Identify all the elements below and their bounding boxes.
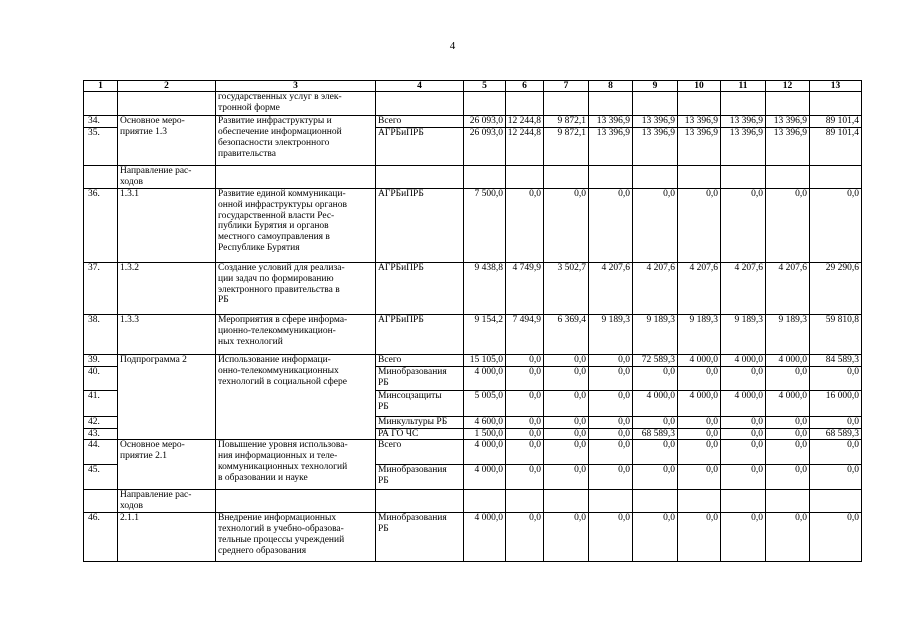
table-cell: 0,0 bbox=[721, 416, 766, 428]
table-cell: 0,0 bbox=[544, 390, 589, 416]
table-cell: 0,0 bbox=[544, 416, 589, 428]
table-cell: 0,0 bbox=[506, 428, 544, 440]
table-cell bbox=[633, 490, 678, 513]
table-cell bbox=[810, 92, 862, 116]
table-cell bbox=[721, 490, 766, 513]
table-cell bbox=[721, 165, 766, 188]
table-cell: 0,0 bbox=[589, 416, 633, 428]
table-cell: АГРБиПРБ bbox=[376, 314, 464, 354]
table-row bbox=[84, 513, 862, 562]
table-cell: 9 189,3 bbox=[678, 314, 721, 354]
table-cell: АГРБиПРБ bbox=[376, 127, 464, 165]
table-cell bbox=[506, 165, 544, 188]
table-cell: 12 244,8 bbox=[506, 127, 544, 165]
table-cell: 0,0 bbox=[810, 366, 862, 390]
table-cell: 0,0 bbox=[721, 440, 766, 465]
table-cell: 84 589,3 bbox=[810, 354, 862, 366]
table-cell bbox=[376, 165, 464, 188]
table-row bbox=[84, 262, 862, 314]
table-row bbox=[84, 92, 862, 116]
table-cell: 6 369,4 bbox=[544, 314, 589, 354]
budget-table bbox=[83, 80, 862, 562]
table-cell: 29 290,6 bbox=[810, 262, 862, 314]
table-cell: 0,0 bbox=[506, 513, 544, 562]
table-cell: 4 000,0 bbox=[766, 390, 810, 416]
table-cell: 4 000,0 bbox=[721, 390, 766, 416]
table-cell: 89 101,4 bbox=[810, 127, 862, 165]
table-cell bbox=[589, 92, 633, 116]
table-cell: Развитие единой коммуникаци- онной инфраструктуры органов государственной власти Рес- публики Бурятия и органов местного самоуправления в Республике Бурятия bbox=[216, 188, 376, 262]
table-cell: АГРБиПРБ bbox=[376, 262, 464, 314]
table-cell: 0,0 bbox=[766, 465, 810, 490]
table-cell: 4 000,0 bbox=[721, 354, 766, 366]
table-cell: Использование информаци- онно-телекоммуникационных технологий в социальной сфере bbox=[216, 354, 376, 440]
table-cell: 13 396,9 bbox=[589, 127, 633, 165]
table-cell: 45. bbox=[84, 465, 118, 490]
table-cell: 4 000,0 bbox=[633, 390, 678, 416]
table-cell bbox=[464, 165, 506, 188]
table-cell: 0,0 bbox=[766, 513, 810, 562]
table-cell: 4 000,0 bbox=[678, 390, 721, 416]
table-cell: 0,0 bbox=[810, 416, 862, 428]
table-cell: 26 093,0 bbox=[464, 127, 506, 165]
table-cell: РА ГО ЧС bbox=[376, 428, 464, 440]
table-cell: 4 749,9 bbox=[506, 262, 544, 314]
header-cell: 11 bbox=[721, 81, 766, 92]
header-cell: 3 bbox=[216, 81, 376, 92]
table-cell: 72 589,3 bbox=[633, 354, 678, 366]
table-row bbox=[84, 490, 862, 513]
table-cell: 0,0 bbox=[633, 440, 678, 465]
table-cell: Основное меро- приятие 1.3 bbox=[118, 116, 216, 166]
table-cell: 4 207,6 bbox=[589, 262, 633, 314]
table-cell: Направление рас- ходов bbox=[118, 165, 216, 188]
table-cell: 0,0 bbox=[766, 440, 810, 465]
table-cell: Мероприятия в сфере информа- ционно-телекоммуникацион- ных технологий bbox=[216, 314, 376, 354]
table-cell bbox=[766, 490, 810, 513]
table-cell: 1.3.1 bbox=[118, 188, 216, 262]
table-cell bbox=[589, 490, 633, 513]
table-cell: 36. bbox=[84, 188, 118, 262]
table-cell: 12 244,8 bbox=[506, 116, 544, 128]
page-number: 4 bbox=[449, 40, 456, 52]
table-cell bbox=[721, 92, 766, 116]
table-cell: 15 105,0 bbox=[464, 354, 506, 366]
table-cell: 7 494,9 bbox=[506, 314, 544, 354]
table-cell: 35. bbox=[84, 127, 118, 165]
table-cell: 4 207,6 bbox=[678, 262, 721, 314]
table-cell: 9 189,3 bbox=[633, 314, 678, 354]
table-cell: 0,0 bbox=[678, 440, 721, 465]
table-cell: 0,0 bbox=[506, 188, 544, 262]
table-cell: 0,0 bbox=[544, 513, 589, 562]
table-row bbox=[84, 165, 862, 188]
table-cell bbox=[464, 490, 506, 513]
table-cell: Создание условий для реализа- ции задач по формированию электронного правительства в РБ bbox=[216, 262, 376, 314]
table-cell bbox=[678, 490, 721, 513]
table-cell: 0,0 bbox=[678, 428, 721, 440]
table-cell: 1 500,0 bbox=[464, 428, 506, 440]
table-cell bbox=[678, 92, 721, 116]
table-cell: 0,0 bbox=[810, 440, 862, 465]
table-cell: 4 600,0 bbox=[464, 416, 506, 428]
table-cell: 4 000,0 bbox=[766, 354, 810, 366]
header-row bbox=[84, 81, 862, 92]
table-cell: 42. bbox=[84, 416, 118, 428]
table-cell: 40. bbox=[84, 366, 118, 390]
table-cell: Развитие инфраструктуры и обеспечение информационной безопасности электронного правительства bbox=[216, 116, 376, 166]
table-cell: 0,0 bbox=[544, 428, 589, 440]
table-cell: 0,0 bbox=[721, 513, 766, 562]
header-cell: 13 bbox=[810, 81, 862, 92]
table-cell: 0,0 bbox=[766, 366, 810, 390]
table-cell: 4 207,6 bbox=[721, 262, 766, 314]
table-cell: 4 000,0 bbox=[464, 440, 506, 465]
table-cell: 0,0 bbox=[810, 188, 862, 262]
table-cell: 13 396,9 bbox=[633, 127, 678, 165]
table-cell bbox=[84, 92, 118, 116]
table-cell: 13 396,9 bbox=[721, 127, 766, 165]
table-cell: 4 207,6 bbox=[633, 262, 678, 314]
table-cell: 2.1.1 bbox=[118, 513, 216, 562]
table-cell: 0,0 bbox=[589, 366, 633, 390]
table-cell: 0,0 bbox=[633, 366, 678, 390]
table-cell: 0,0 bbox=[544, 354, 589, 366]
table-row bbox=[84, 188, 862, 262]
table-cell: 0,0 bbox=[810, 513, 862, 562]
table-cell: 46. bbox=[84, 513, 118, 562]
table-cell: Всего bbox=[376, 116, 464, 128]
table-cell: 0,0 bbox=[506, 416, 544, 428]
table-cell: государственных услуг в элек- тронной форме bbox=[216, 92, 376, 116]
header-cell: 6 bbox=[506, 81, 544, 92]
table-cell: 4 000,0 bbox=[464, 465, 506, 490]
table-cell: 0,0 bbox=[633, 465, 678, 490]
table-cell: 13 396,9 bbox=[678, 116, 721, 128]
header-cell: 7 bbox=[544, 81, 589, 92]
table-cell: Минкультуры РБ bbox=[376, 416, 464, 428]
table-cell: 0,0 bbox=[589, 428, 633, 440]
table-cell: 0,0 bbox=[678, 513, 721, 562]
table-cell bbox=[810, 490, 862, 513]
table-cell: 4 207,6 bbox=[766, 262, 810, 314]
table-cell: 0,0 bbox=[721, 188, 766, 262]
table-cell: 0,0 bbox=[633, 416, 678, 428]
table-cell: 0,0 bbox=[766, 416, 810, 428]
table-cell: 0,0 bbox=[544, 366, 589, 390]
header-cell: 5 bbox=[464, 81, 506, 92]
table-cell: 7 500,0 bbox=[464, 188, 506, 262]
table-cell: 0,0 bbox=[678, 188, 721, 262]
table-cell: Повышение уровня использова- ния информационных и теле- коммуникационных технологий в образовании и науке bbox=[216, 440, 376, 490]
table-cell bbox=[544, 490, 589, 513]
table-cell bbox=[84, 165, 118, 188]
table-row bbox=[84, 314, 862, 354]
table-cell: Подпрограмма 2 bbox=[118, 354, 216, 440]
table-cell bbox=[376, 92, 464, 116]
table-cell bbox=[216, 165, 376, 188]
header-cell: 8 bbox=[589, 81, 633, 92]
table-cell: 3 502,7 bbox=[544, 262, 589, 314]
table-cell: 0,0 bbox=[678, 366, 721, 390]
table-cell: 4 000,0 bbox=[678, 354, 721, 366]
table-cell: Минобразования РБ bbox=[376, 465, 464, 490]
header-cell: 4 bbox=[376, 81, 464, 92]
table-cell: 0,0 bbox=[589, 188, 633, 262]
table-cell: 38. bbox=[84, 314, 118, 354]
table-row bbox=[84, 354, 862, 366]
table-cell: 43. bbox=[84, 428, 118, 440]
table-cell: 0,0 bbox=[678, 465, 721, 490]
table-cell: 9 189,3 bbox=[589, 314, 633, 354]
table-cell: 0,0 bbox=[589, 440, 633, 465]
table-cell: АГРБиПРБ bbox=[376, 188, 464, 262]
table-cell: 0,0 bbox=[506, 366, 544, 390]
table-cell: 37. bbox=[84, 262, 118, 314]
table-cell: 0,0 bbox=[589, 390, 633, 416]
table-cell: 13 396,9 bbox=[678, 127, 721, 165]
table-cell bbox=[506, 490, 544, 513]
header-cell: 1 bbox=[84, 81, 118, 92]
table-cell: 9 189,3 bbox=[721, 314, 766, 354]
table-cell bbox=[118, 92, 216, 116]
header-cell: 9 bbox=[633, 81, 678, 92]
table-cell: 0,0 bbox=[506, 440, 544, 465]
table-cell: 26 093,0 bbox=[464, 116, 506, 128]
table-cell bbox=[766, 92, 810, 116]
table-cell: 44. bbox=[84, 440, 118, 465]
table-cell: Минсоцзащиты РБ bbox=[376, 390, 464, 416]
table-cell: 13 396,9 bbox=[589, 116, 633, 128]
table-cell: 16 000,0 bbox=[810, 390, 862, 416]
table-cell: 39. bbox=[84, 354, 118, 366]
header-cell: 2 bbox=[118, 81, 216, 92]
table-cell: 9 872,1 bbox=[544, 127, 589, 165]
table-cell bbox=[766, 165, 810, 188]
table-cell: 13 396,9 bbox=[766, 127, 810, 165]
table-cell: 9 438,8 bbox=[464, 262, 506, 314]
header-cell: 10 bbox=[678, 81, 721, 92]
table-cell: 0,0 bbox=[810, 465, 862, 490]
table-cell: 41. bbox=[84, 390, 118, 416]
table-cell: 34. bbox=[84, 116, 118, 128]
table-cell: 4 000,0 bbox=[464, 366, 506, 390]
table-cell: Основное меро- приятие 2.1 bbox=[118, 440, 216, 490]
table-cell bbox=[544, 165, 589, 188]
table-cell: 4 000,0 bbox=[464, 513, 506, 562]
table-cell: 0,0 bbox=[506, 390, 544, 416]
table-cell: Минобразования РБ bbox=[376, 513, 464, 562]
table-cell: 0,0 bbox=[589, 513, 633, 562]
table-cell bbox=[216, 490, 376, 513]
table-cell: 0,0 bbox=[721, 465, 766, 490]
table-cell: 1.3.2 bbox=[118, 262, 216, 314]
table-cell: 0,0 bbox=[589, 465, 633, 490]
table-cell: 9 872,1 bbox=[544, 116, 589, 128]
table-cell: 13 396,9 bbox=[721, 116, 766, 128]
table-cell bbox=[678, 165, 721, 188]
table-cell: 9 154,2 bbox=[464, 314, 506, 354]
table-cell: 0,0 bbox=[721, 428, 766, 440]
table-cell bbox=[376, 490, 464, 513]
table-cell bbox=[506, 92, 544, 116]
table-cell: 1.3.3 bbox=[118, 314, 216, 354]
table-cell bbox=[544, 92, 589, 116]
table-cell: 0,0 bbox=[506, 354, 544, 366]
table-cell: Всего bbox=[376, 440, 464, 465]
table-cell: 5 005,0 bbox=[464, 390, 506, 416]
header-cell: 12 bbox=[766, 81, 810, 92]
table-cell: 0,0 bbox=[766, 428, 810, 440]
table-cell bbox=[810, 165, 862, 188]
table-cell: Внедрение информационных технологий в учебно-образова- тельные процессы учреждений среднего образования bbox=[216, 513, 376, 562]
table-cell: 13 396,9 bbox=[633, 116, 678, 128]
table-cell bbox=[84, 490, 118, 513]
table-cell: 0,0 bbox=[544, 188, 589, 262]
table-cell: 9 189,3 bbox=[766, 314, 810, 354]
table-cell: 0,0 bbox=[633, 188, 678, 262]
table-cell bbox=[633, 92, 678, 116]
table-cell: 68 589,3 bbox=[810, 428, 862, 440]
table-cell: Минобразования РБ bbox=[376, 366, 464, 390]
table-cell: Всего bbox=[376, 354, 464, 366]
table-row bbox=[84, 440, 862, 465]
table-cell: 59 810,8 bbox=[810, 314, 862, 354]
table-cell: 13 396,9 bbox=[766, 116, 810, 128]
table-row bbox=[84, 116, 862, 128]
table-cell: 0,0 bbox=[506, 465, 544, 490]
table-cell: 0,0 bbox=[544, 440, 589, 465]
table-cell bbox=[633, 165, 678, 188]
table-cell: 0,0 bbox=[721, 366, 766, 390]
table-cell: Направление рас- ходов bbox=[118, 490, 216, 513]
table-cell: 0,0 bbox=[766, 188, 810, 262]
table-cell: 0,0 bbox=[589, 354, 633, 366]
table-cell: 0,0 bbox=[633, 513, 678, 562]
table-cell bbox=[589, 165, 633, 188]
table-cell bbox=[464, 92, 506, 116]
table-cell: 68 589,3 bbox=[633, 428, 678, 440]
table-cell: 89 101,4 bbox=[810, 116, 862, 128]
table-cell: 0,0 bbox=[678, 416, 721, 428]
table-cell: 0,0 bbox=[544, 465, 589, 490]
